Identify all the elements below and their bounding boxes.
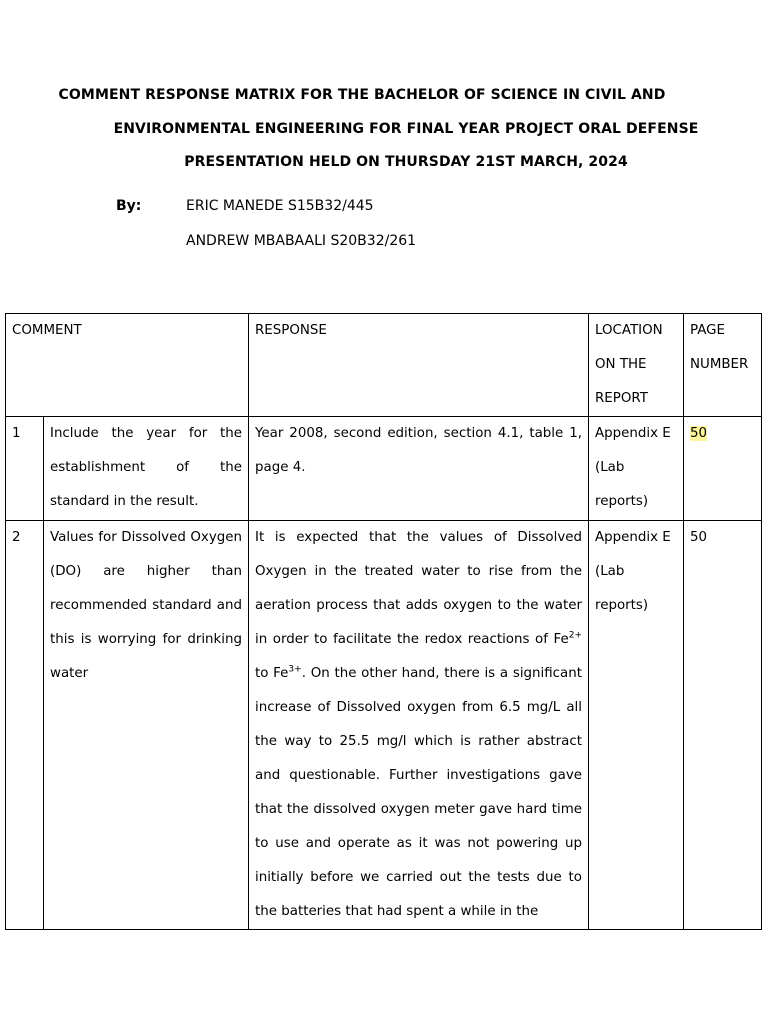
comment-text: Include the year for the establishment of the standard in the result. <box>50 426 242 509</box>
author-1: ERIC MANEDE S15B32/445 <box>186 198 374 214</box>
page-number-highlighted: 50 <box>690 426 708 441</box>
header-response: RESPONSE <box>249 314 589 417</box>
comment-cell <box>44 521 249 930</box>
header-location: LOCATION ON THE REPORT <box>589 314 684 417</box>
document-title-line-1: COMMENT RESPONSE MATRIX FOR THE BACHELOR OF SCIENCE IN CIVIL AND <box>58 87 666 103</box>
table-row <box>6 521 762 930</box>
response-cell <box>249 521 589 930</box>
table-header-row <box>6 314 762 417</box>
comment-text: Values for Dissolved Oxygen (DO) are higher than recommended standard and this is worrying for drinking water <box>50 530 242 681</box>
comment-response-table <box>5 313 762 930</box>
by-label: By: <box>116 198 142 214</box>
superscript-charge-1: 2+ <box>568 630 582 641</box>
location-cell: Appendix E (Lab reports) <box>589 521 684 930</box>
header-comment: COMMENT <box>6 314 249 417</box>
comment-cell <box>44 417 249 521</box>
page-cell: 50 <box>684 521 762 930</box>
response-text-part-2: to Fe <box>255 666 289 681</box>
header-page: PAGE NUMBER <box>684 314 762 417</box>
response-text-part-3: . On the other hand, there is a significant increase of Dissolved oxygen from 6.5 mg/L all the way to 25.5 mg/l which is rather abstract and questionable. Further investigations gave that the dissolved oxygen meter gave hard time to use and operate as it was not powering up initially before we carried out the tests due to the batteries that had spent a while in the <box>255 666 582 919</box>
superscript-charge-2: 3+ <box>288 664 302 675</box>
location-cell: Appendix E (Lab reports) <box>589 417 684 521</box>
response-text-part-1: It is expected that the values of Dissolved Oxygen in the treated water to rise from the aeration process that adds oxygen to the water in order to facilitate the redox reactions of Fe <box>255 530 582 647</box>
document-title-line-2: ENVIRONMENTAL ENGINEERING FOR FINAL YEAR PROJECT ORAL DEFENSE <box>113 121 699 137</box>
response-cell: Year 2008, second edition, section 4.1, table 1, page 4. <box>249 417 589 521</box>
row-number: 2 <box>6 521 44 930</box>
table-row <box>6 417 762 521</box>
author-2: ANDREW MBABAALI S20B32/261 <box>186 233 417 249</box>
page-cell <box>684 417 762 521</box>
document-title-line-3: PRESENTATION HELD ON THURSDAY 21ST MARCH, 2024 <box>184 154 628 170</box>
row-number: 1 <box>6 417 44 521</box>
